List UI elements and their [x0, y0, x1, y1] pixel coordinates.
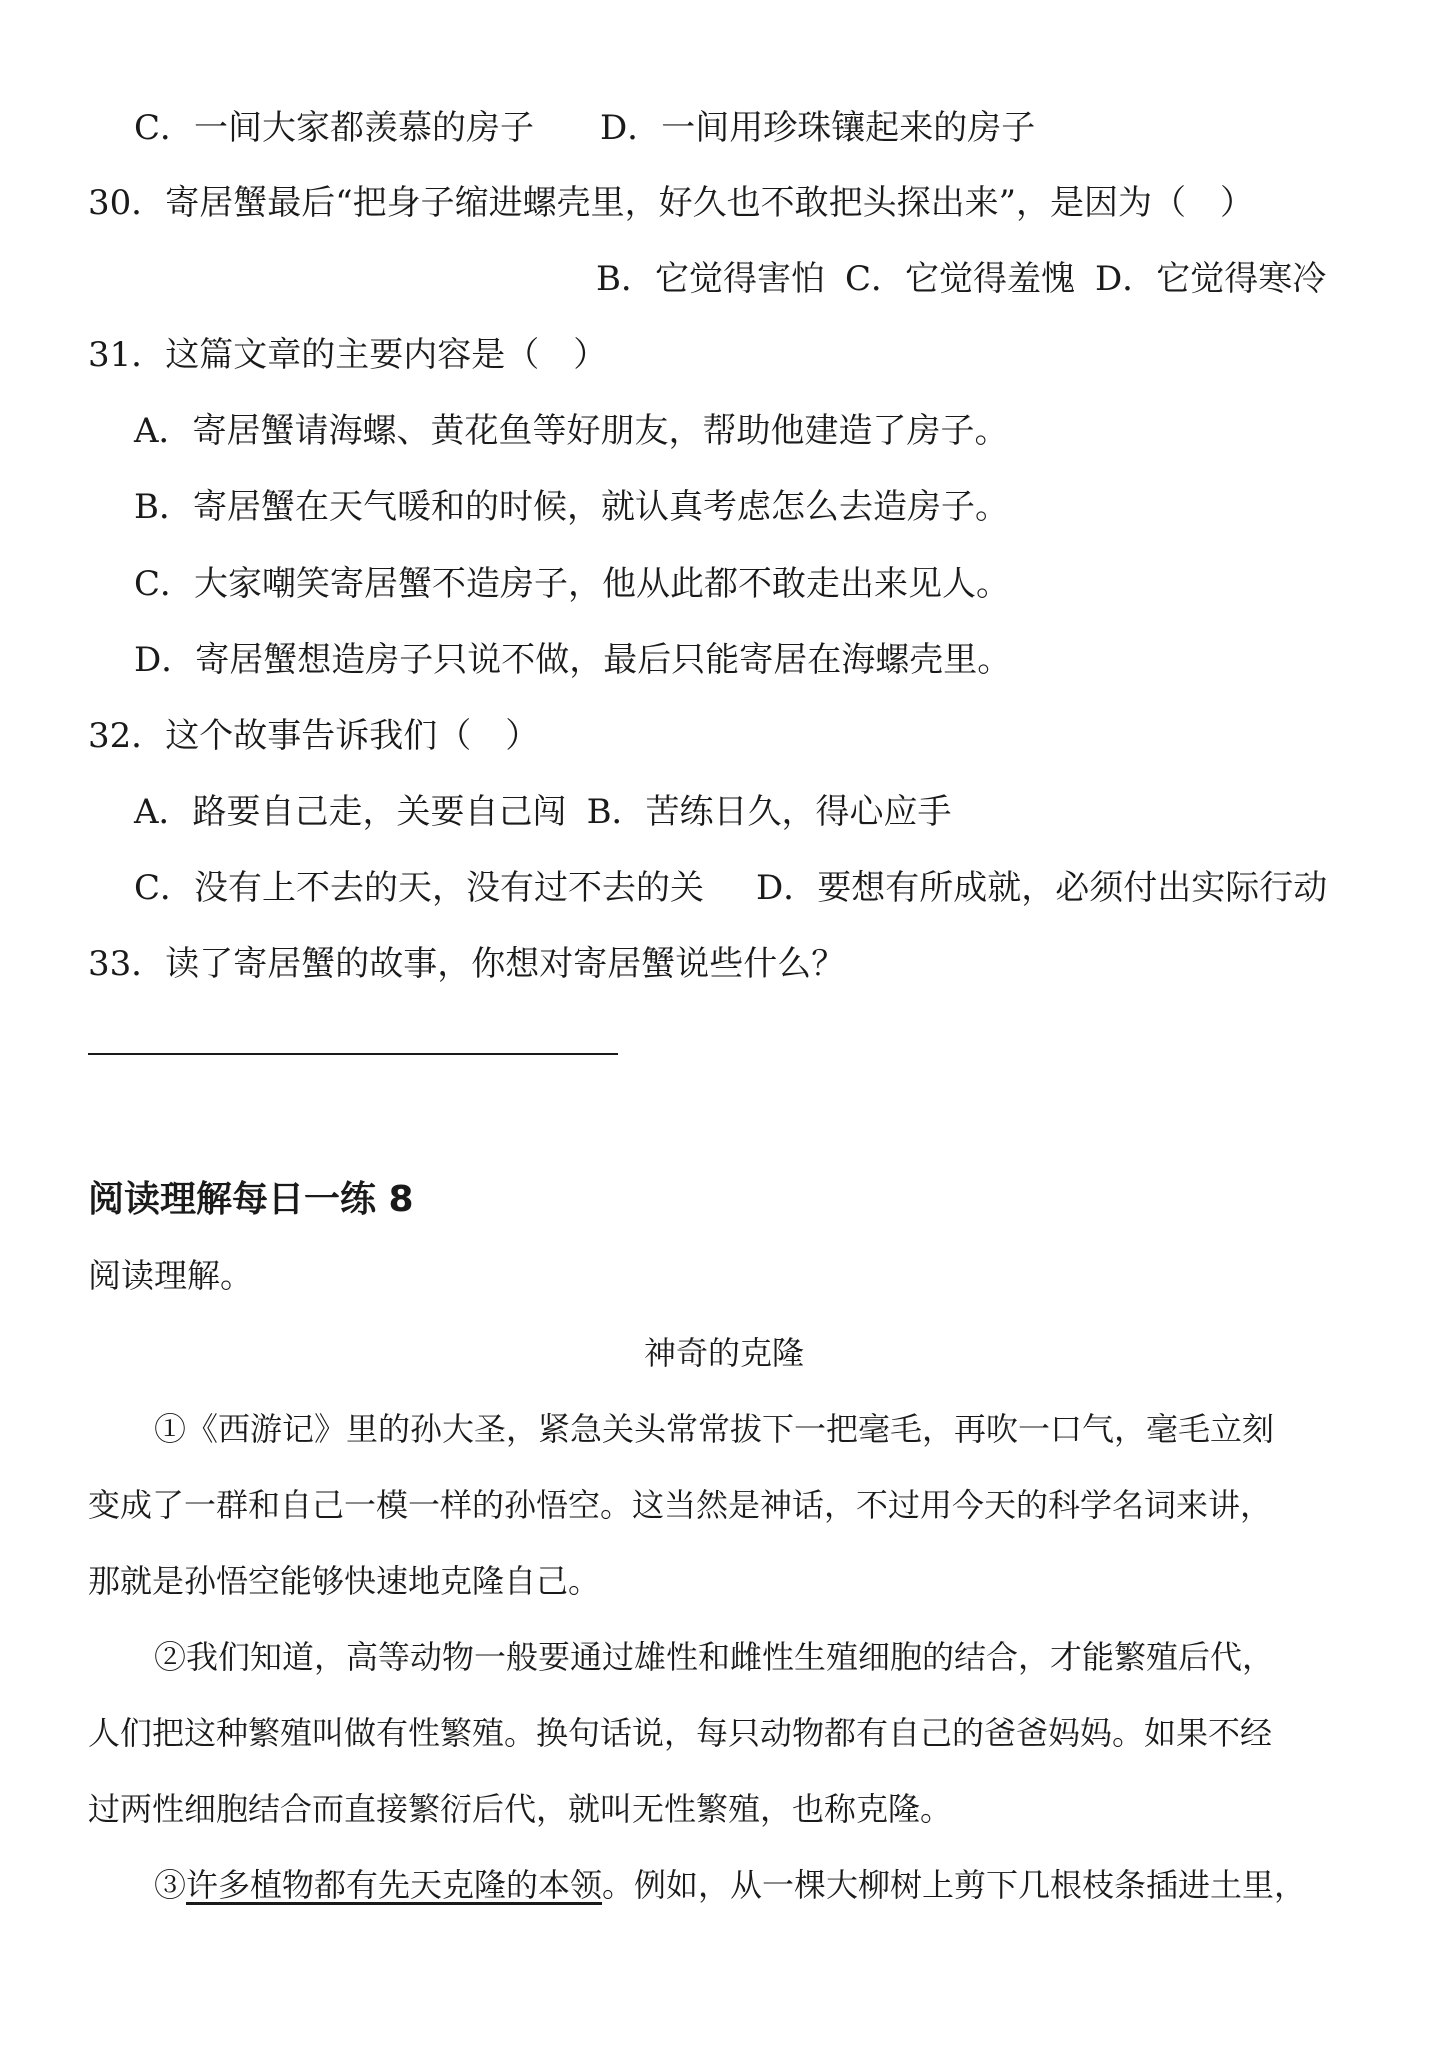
q32-options-row-1	[134, 792, 952, 832]
q31-stem: 31．这篇文章的主要内容是（ ）	[88, 335, 608, 375]
q30-option-d: D．它觉得寒冷	[1095, 259, 1327, 299]
q32-options-row-2	[134, 868, 1327, 908]
passage-p2-line2: 人们把这种繁殖叫做有性繁殖。换句话说，每只动物都有自己的爸爸妈妈。如果不经	[88, 1714, 1273, 1752]
q32-stem: 32．这个故事告诉我们（ ）	[88, 716, 540, 756]
q33-answer-line[interactable]	[88, 1053, 618, 1055]
q30-stem: 30．寄居蟹最后“把身子缩进螺壳里，好久也不敢把头探出来”，是因为（ ）	[88, 183, 1255, 223]
passage-p1-line1: ①《西游记》里的孙大圣，紧急关头常常拔下一把毫毛，再吹一口气，毫毛立刻	[154, 1410, 1275, 1448]
q32-option-c: C．没有上不去的天，没有过不去的关	[134, 868, 705, 908]
passage-p1-line3: 那就是孙悟空能够快速地克隆自己。	[88, 1562, 601, 1600]
q29-options-row	[134, 108, 1035, 148]
passage-p3-line1	[154, 1865, 1306, 1905]
q31-option-c: C．大家嘲笑寄居蟹不造房子，他从此都不敢走出来见人。	[134, 564, 1011, 604]
section-title: 阅读理解每日一练 8	[88, 1179, 414, 1220]
q32-option-a: A．路要自己走，关要自己闯	[134, 792, 567, 832]
q31-option-a: A．寄居蟹请海螺、黄花鱼等好朋友，帮助他建造了房子。	[134, 411, 1009, 451]
q30-option-c: C．它觉得羞愧	[845, 259, 1076, 299]
p3-underlined-sentence: 许多植物都有先天克隆的本领	[186, 1866, 603, 1904]
q30-option-b: B．它觉得害怕	[596, 259, 825, 299]
p3-rest: 。例如，从一棵大柳树上剪下几根枝条插进土里，	[602, 1866, 1307, 1904]
p3-marker: ③	[154, 1866, 187, 1904]
section-instruction: 阅读理解。	[88, 1256, 253, 1295]
q29-option-d: D．一间用珍珠镶起来的房子	[600, 108, 1036, 148]
passage-p2-line3: 过两性细胞结合而直接繁衍后代，就叫无性繁殖，也称克隆。	[88, 1790, 953, 1828]
q31-option-d: D．寄居蟹想造房子只说不做，最后只能寄居在海螺壳里。	[134, 640, 1012, 680]
passage-title: 神奇的克隆	[643, 1334, 804, 1372]
passage-p1-line2: 变成了一群和自己一模一样的孙悟空。这当然是神话，不过用今天的科学名词来讲，	[88, 1486, 1273, 1524]
q33-stem: 33．读了寄居蟹的故事，你想对寄居蟹说些什么？	[88, 944, 846, 984]
passage-p2-line1: ②我们知道，高等动物一般要通过雄性和雌性生殖细胞的结合，才能繁殖后代，	[154, 1638, 1275, 1676]
q32-option-d: D．要想有所成就，必须付出实际行动	[756, 868, 1328, 908]
q32-option-b: B．苦练日久，得心应手	[586, 792, 952, 832]
q31-option-b: B．寄居蟹在天气暖和的时候，就认真考虑怎么去造房子。	[134, 487, 1009, 527]
q29-option-c: C．一间大家都羡慕的房子	[134, 108, 535, 148]
q30-options-row	[596, 259, 1326, 299]
